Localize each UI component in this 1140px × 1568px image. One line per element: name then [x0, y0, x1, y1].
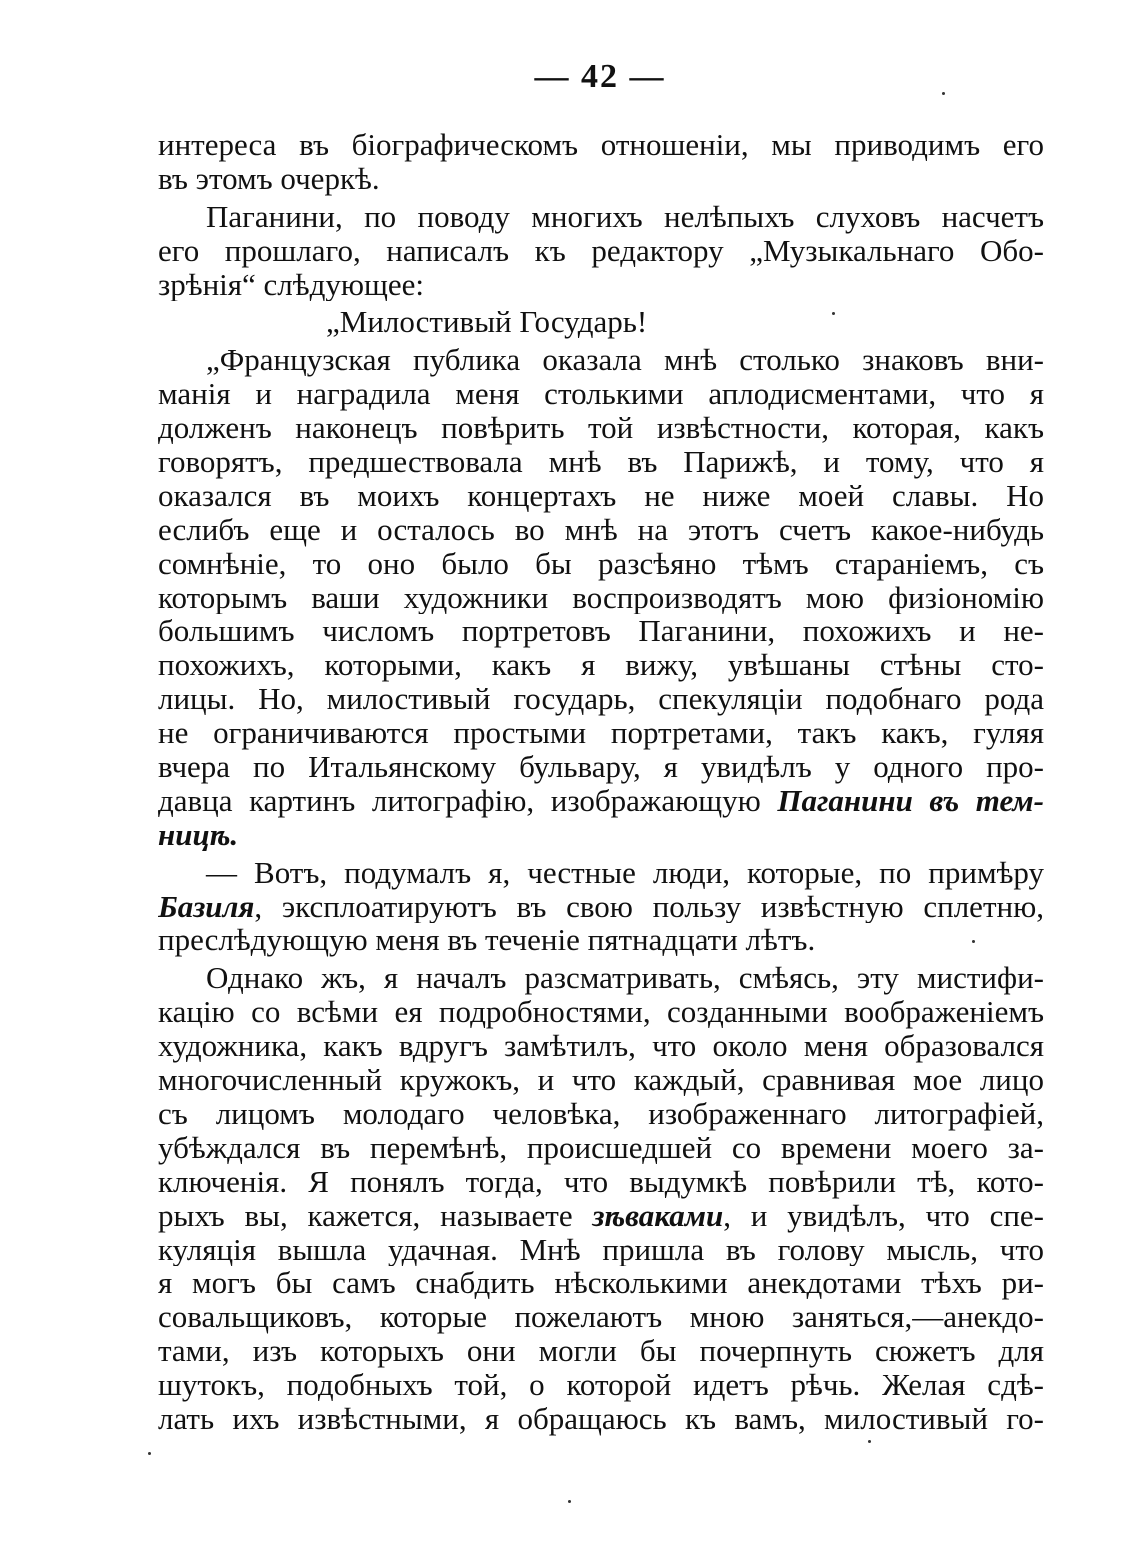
text-run: , и увидѣлъ, что спе- [723, 1198, 1044, 1233]
italic-run: зѣваками [592, 1198, 724, 1233]
text-run: оказался въ моихъ концертахъ не ниже моей славы. Но [158, 478, 1044, 513]
text-line [158, 377, 1044, 411]
text-run: совальщиковъ, которые пожелаютъ мною заняться,—анекдо- [158, 1300, 1044, 1335]
text-line [158, 1063, 1044, 1097]
text-run: манія и наградила меня столькими аплодисментами, что я [158, 377, 1044, 412]
text-run: „Милостивый Государь! [326, 305, 648, 340]
text-run: съ лицомъ молодаго человѣка, изображеннаго литографіей, [158, 1096, 1044, 1131]
italic-run: Паганини въ тем- [777, 783, 1044, 818]
paragraph [158, 305, 1044, 339]
text-line [158, 200, 1044, 234]
text-run: тами, изъ которыхъ они могли бы почерпнуть сюжетъ для [158, 1334, 1044, 1369]
paragraph [158, 961, 1044, 1435]
text-run: лать ихъ извѣстными, я обращаюсь къ вамъ, милостивый го- [158, 1401, 1044, 1436]
text-line [158, 411, 1044, 445]
text-run: кацію со всѣми ея подробностями, созданными воображеніемъ [158, 995, 1044, 1030]
italic-run: ницѣ. [158, 817, 239, 852]
print-speck [868, 1440, 871, 1443]
text-run: художника, какъ вдругъ замѣтилъ, что около меня образовался [158, 1029, 1044, 1064]
text-line [158, 1131, 1044, 1165]
text-line [158, 513, 1044, 547]
text-line [158, 750, 1044, 784]
text-line [158, 1165, 1044, 1199]
text-run: „Французская публика оказала мнѣ столько знаковъ вни- [206, 343, 1044, 378]
page-number: — 42 — [534, 58, 666, 95]
text-run: не ограничиваются простыми портретами, такъ какъ, гуляя [158, 716, 1044, 751]
print-speck [832, 312, 835, 315]
text-run: лицы. Но, милостивый государь, спекуляціи подобнаго рода [158, 682, 1044, 717]
text-line [158, 784, 1044, 818]
italic-run: Базиля [158, 889, 255, 924]
text-line [158, 128, 1044, 162]
text-run: большимъ числомъ портретовъ Паганини, похожихъ и не- [158, 614, 1044, 649]
paragraph [158, 856, 1044, 958]
text-line [158, 268, 1044, 302]
text-run: говорятъ, предшествовала мнѣ въ Парижѣ, и тому, что я [158, 445, 1044, 479]
text-line [158, 234, 1044, 268]
page-body [158, 128, 1044, 1436]
text-line [158, 1266, 1044, 1300]
text-run: , эксплоатируютъ въ свою пользу извѣстную сплетню, [254, 889, 1044, 924]
text-run: интереса въ біографическомъ отношеніи, мы приводимъ его [158, 128, 1044, 162]
text-run: зрѣнія“ слѣдующее: [158, 267, 425, 302]
text-line [158, 1029, 1044, 1063]
text-line [158, 162, 1044, 196]
text-line [158, 1334, 1044, 1368]
text-run: вчера по Итальянскому бульвару, я увидѣлъ у одного про- [158, 750, 1044, 784]
text-run: преслѣдующую меня въ теченіе пятнадцати лѣтъ. [158, 923, 816, 958]
text-line [158, 682, 1044, 716]
paragraph [158, 128, 1044, 196]
text-run: его прошлаго, написалъ къ редактору „Музыкальнаго Обо- [158, 233, 1044, 268]
text-line [158, 818, 1044, 852]
text-line [158, 1300, 1044, 1334]
text-run: еслибъ еще и осталось во мнѣ на этотъ счетъ какое-нибудь [158, 512, 1044, 547]
text-run: убѣждался въ перемѣнѣ, происшедшей со времени моего за- [158, 1130, 1044, 1165]
text-run: Паганини, по поводу многихъ нелѣпыхъ слуховъ насчетъ [206, 199, 1044, 234]
text-line [158, 479, 1044, 513]
text-line [158, 1233, 1044, 1267]
text-line [158, 890, 1044, 924]
text-line [158, 1402, 1044, 1436]
text-line [158, 648, 1044, 682]
print-speck [148, 1452, 151, 1455]
paragraph [158, 200, 1044, 302]
paragraph [158, 343, 1044, 851]
text-line [158, 995, 1044, 1029]
text-line [158, 581, 1044, 615]
text-run: я могъ бы самъ снабдить нѣсколькими анекдотами тѣхъ ри- [158, 1266, 1044, 1301]
text-line [158, 614, 1044, 648]
text-line [158, 547, 1044, 581]
text-run: долженъ наконецъ повѣрить той извѣстности, которая, какъ [158, 411, 1044, 446]
text-line [158, 445, 1044, 479]
text-run: давца картинъ литографію, изображающую [158, 783, 778, 818]
text-run: рыхъ вы, кажется, называете [158, 1198, 593, 1233]
text-line [158, 923, 1044, 957]
text-line [158, 1368, 1044, 1402]
text-run: шутокъ, подобныхъ той, о которой идетъ рѣчь. Желая сдѣ- [158, 1368, 1044, 1402]
print-speck [942, 92, 945, 95]
text-run: Однако жъ, я началъ разсматривать, смѣясь, эту мистифи- [206, 961, 1044, 996]
text-line [158, 1199, 1044, 1233]
text-line [158, 716, 1044, 750]
text-line [158, 1097, 1044, 1131]
text-line [158, 305, 1044, 339]
text-run: въ этомъ очеркѣ. [158, 161, 380, 196]
text-run: куляція вышла удачная. Мнѣ пришла въ голову мысль, что [158, 1232, 1044, 1267]
text-line [158, 961, 1044, 995]
text-run: ключенія. Я понялъ тогда, что выдумкѣ повѣрили тѣ, кото- [158, 1164, 1044, 1199]
text-run: похожихъ, которыми, какъ я вижу, увѣшаны стѣны сто- [158, 648, 1044, 683]
print-speck [568, 1500, 571, 1503]
text-line [158, 343, 1044, 377]
text-run: многочисленный кружокъ, и что каждый, сравнивая мое лицо [158, 1063, 1044, 1097]
text-run: — Вотъ, подумалъ я, честные люди, которые, по примѣру [206, 855, 1044, 890]
text-run: которымъ ваши художники воспроизводятъ мою физіономію [158, 580, 1044, 615]
text-line [158, 856, 1044, 890]
print-speck [972, 940, 975, 943]
text-run: сомнѣніе, то оно было бы разсѣяно тѣмъ стараніемъ, съ [158, 546, 1044, 581]
